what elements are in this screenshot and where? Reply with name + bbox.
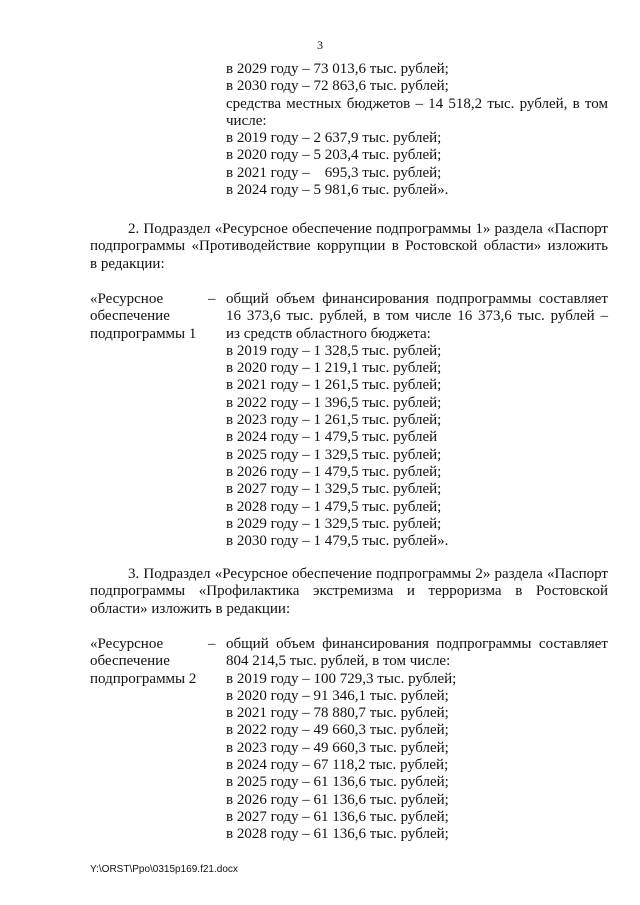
list-item: в 2019 году – 2 637,9 тыс. рублей; [226, 130, 442, 147]
list-item: в 2023 году – 49 660,3 тыс. рублей; [226, 739, 449, 756]
section-3-paragraph [90, 566, 608, 618]
list-item: в 2019 году – 100 729,3 тыс. рублей; [226, 670, 457, 687]
intro-line: 804 214,5 тыс. рублей, в том числе: [226, 653, 451, 670]
page-number: 3 [317, 38, 323, 52]
list-item: в 2028 году – 61 136,6 тыс. рублей; [226, 826, 449, 843]
section-3-label [90, 636, 220, 688]
list-item: в 2026 году – 61 136,6 тыс. рублей; [226, 791, 449, 808]
label-line: подпрограммы 1 [90, 325, 197, 342]
list-item: в 2020 году – 1 219,1 тыс. рублей; [226, 360, 442, 377]
list-item: в 2027 году – 1 329,5 тыс. рублей; [226, 481, 442, 498]
list-item: в 2023 году – 1 261,5 тыс. рублей; [226, 412, 442, 429]
label-line: «Ресурсное [90, 636, 164, 652]
section-2-label [90, 291, 220, 343]
paragraph-line: подпрограммы «Профилактика экстремизма и терроризма в Ростовской [90, 583, 608, 600]
section-3-dash: – [208, 636, 216, 652]
list-item: в 2029 году – 73 013,6 тыс. рублей; [226, 61, 449, 77]
intro-line: из средств областного бюджета: [226, 325, 431, 342]
section-2-paragraph [90, 221, 608, 273]
list-item: в 2021 году – 695,3 тыс. рублей; [226, 164, 442, 181]
list-item: средства местных бюджетов – 14 518,2 тыс. рублей, в том [226, 95, 608, 112]
list-item: в 2030 году – 1 479,5 тыс. рублей». [226, 533, 449, 550]
label-line: подпрограммы 2 [90, 670, 197, 687]
list-item: в 2029 году – 1 329,5 тыс. рублей; [226, 515, 442, 532]
intro-line: 16 373,6 тыс. рублей, в том числе 16 373,6 тыс. рублей – [226, 308, 608, 325]
section-3-funding-list [226, 636, 608, 844]
list-item: в 2025 году – 1 329,5 тыс. рублей; [226, 446, 442, 463]
intro-line: общий объем финансирования подпрограммы составляет [226, 291, 608, 307]
paragraph-line: в редакции: [90, 255, 165, 272]
list-item: в 2028 году – 1 479,5 тыс. рублей; [226, 498, 442, 515]
label-line: «Ресурсное [90, 291, 164, 307]
list-item: в 2026 году – 1 479,5 тыс. рублей; [226, 463, 442, 480]
section-2-dash: – [208, 291, 216, 307]
footer-file-path: Y:\ORST\Ppo\0315p169.f21.docx [90, 864, 238, 875]
label-line: обеспечение [90, 653, 170, 670]
list-item: в 2020 году – 91 346,1 тыс. рублей; [226, 687, 449, 704]
intro-line: общий объем финансирования подпрограммы составляет [226, 636, 608, 652]
list-item: в 2020 году – 5 203,4 тыс. рублей; [226, 147, 442, 164]
paragraph-line: подпрограммы «Противодействие коррупции в Ростовской области» изложить [90, 238, 608, 255]
list-item: в 2022 году – 49 660,3 тыс. рублей; [226, 722, 449, 739]
list-item: в 2022 году – 1 396,5 тыс. рублей; [226, 394, 442, 411]
paragraph-line: 3. Подраздел «Ресурсное обеспечение подпрограммы 2» раздела «Паспорт [128, 566, 608, 582]
list-item: числе: [226, 112, 267, 129]
list-item: в 2027 году – 61 136,6 тыс. рублей; [226, 808, 449, 825]
paragraph-line: 2. Подраздел «Ресурсное обеспечение подпрограммы 1» раздела «Паспорт [128, 221, 608, 237]
paragraph-line: области» изложить в редакции: [90, 600, 291, 617]
list-item: в 2021 году – 1 261,5 тыс. рублей; [226, 377, 442, 394]
list-item: в 2024 году – 67 118,2 тыс. рублей; [226, 757, 449, 774]
list-item: в 2024 году – 5 981,6 тыс. рублей». [226, 182, 449, 199]
list-item: в 2025 году – 61 136,6 тыс. рублей; [226, 774, 449, 791]
list-item: в 2030 году – 72 863,6 тыс. рублей; [226, 78, 449, 95]
top-funding-list [226, 61, 608, 199]
list-item: в 2024 году – 1 479,5 тыс. рублей [226, 429, 438, 446]
list-item: в 2021 году – 78 880,7 тыс. рублей; [226, 705, 449, 722]
list-item: в 2019 году – 1 328,5 тыс. рублей; [226, 342, 442, 359]
section-2-funding-list [226, 291, 608, 550]
label-line: обеспечение [90, 308, 170, 325]
